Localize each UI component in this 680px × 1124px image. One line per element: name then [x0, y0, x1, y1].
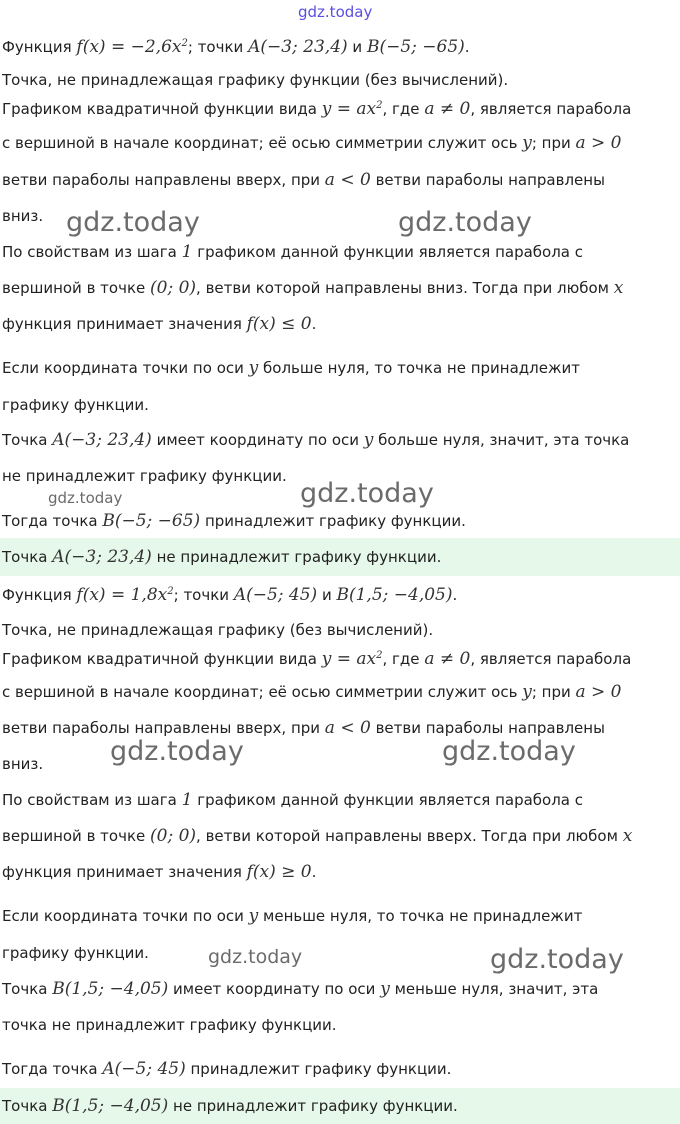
problem-1-p3-line: графику функции.	[2, 396, 149, 414]
problem-2-statement: Функция $f(x) = 1,8x^2$; точки A(−5; 45) и B(1,5; −4,05).	[2, 585, 458, 605]
problem-1-p1-line: ветви параболы направлены вверх, при a < 0 ветви параболы направлены	[2, 170, 605, 190]
problem-1-p4-line: не принадлежит графику функции.	[2, 467, 287, 485]
problem-2-p1-line: Графиком квадратичной функции вида $y = ax^2$, где a ≠ 0, является парабола	[2, 649, 632, 669]
problem-1-p4-line: Точка A(−3; 23,4) имеет координату по оси y больше нуля, значит, эта точка	[2, 430, 630, 450]
problem-2-p3-line: графику функции.	[2, 944, 149, 962]
problem-2-p2-line: По свойствам из шага 1 графиком данной функции является парабола с	[2, 790, 584, 810]
problem-1-answer: Точка A(−3; 23,4) не принадлежит графику функции.	[2, 547, 442, 567]
problem-1-p3-line: Если координата точки по оси y больше нуля, то точка не принадлежит	[2, 358, 580, 378]
problem-2-subtitle: Точка, не принадлежащая графику (без вычислений).	[2, 621, 434, 639]
problem-2-p2-line: вершиной в точке (0; 0), ветви которой направлены вверх. Тогда при любом x	[2, 826, 633, 846]
problem-2-p4-line: точка не принадлежит графику функции.	[2, 1016, 337, 1034]
watermark: gdz.today	[110, 736, 244, 767]
problem-2-p1-line: вниз.	[2, 755, 44, 773]
problem-1-p1-line: Графиком квадратичной функции вида $y = ax^2$, где a ≠ 0, является парабола	[2, 99, 632, 119]
problem-2-p4-line: Точка B(1,5; −4,05) имеет координату по оси y меньше нуля, значит, эта	[2, 979, 599, 999]
watermark-top: gdz.today	[298, 3, 373, 21]
problem-2-p5: Тогда точка A(−5; 45) принадлежит графику функции.	[2, 1059, 452, 1079]
problem-1-subtitle: Точка, не принадлежащая графику функции (без вычислений).	[2, 71, 509, 89]
problem-1-p1-line: вниз.	[2, 207, 44, 225]
problem-1-p5: Тогда точка B(−5; −65) принадлежит графику функции.	[2, 511, 466, 531]
problem-2-p2-line: функция принимает значения f(x) ≥ 0.	[2, 862, 317, 882]
problem-2-p3-line: Если координата точки по оси y меньше нуля, то точка не принадлежит	[2, 906, 583, 926]
watermark: gdz.today	[300, 478, 434, 509]
watermark: gdz.today	[398, 207, 532, 238]
watermark: gdz.today	[48, 489, 123, 507]
watermark: gdz.today	[208, 946, 303, 968]
watermark: gdz.today	[442, 736, 576, 767]
problem-1-statement: Функция $f(x) = -2,6x^2$; точки A(−3; 23,4) и B(−5; −65).	[2, 37, 470, 57]
watermark: gdz.today	[490, 944, 624, 975]
problem-1-p2-line: вершиной в точке (0; 0), ветви которой направлены вниз. Тогда при любом x	[2, 278, 624, 298]
problem-2-answer: Точка B(1,5; −4,05) не принадлежит графику функции.	[2, 1096, 458, 1116]
problem-1-p2-line: функция принимает значения f(x) ≤ 0.	[2, 314, 317, 334]
watermark: gdz.today	[66, 207, 200, 238]
problem-2-p1-line: с вершиной в начале координат; её осью симметрии служит ось y; при a > 0	[2, 682, 622, 702]
problem-1-p1-line: с вершиной в начале координат; её осью симметрии служит ось y; при a > 0	[2, 133, 622, 153]
problem-2-p1-line: ветви параболы направлены вверх, при a < 0 ветви параболы направлены	[2, 718, 605, 738]
problem-1-p2-line: По свойствам из шага 1 графиком данной функции является парабола с	[2, 242, 584, 262]
